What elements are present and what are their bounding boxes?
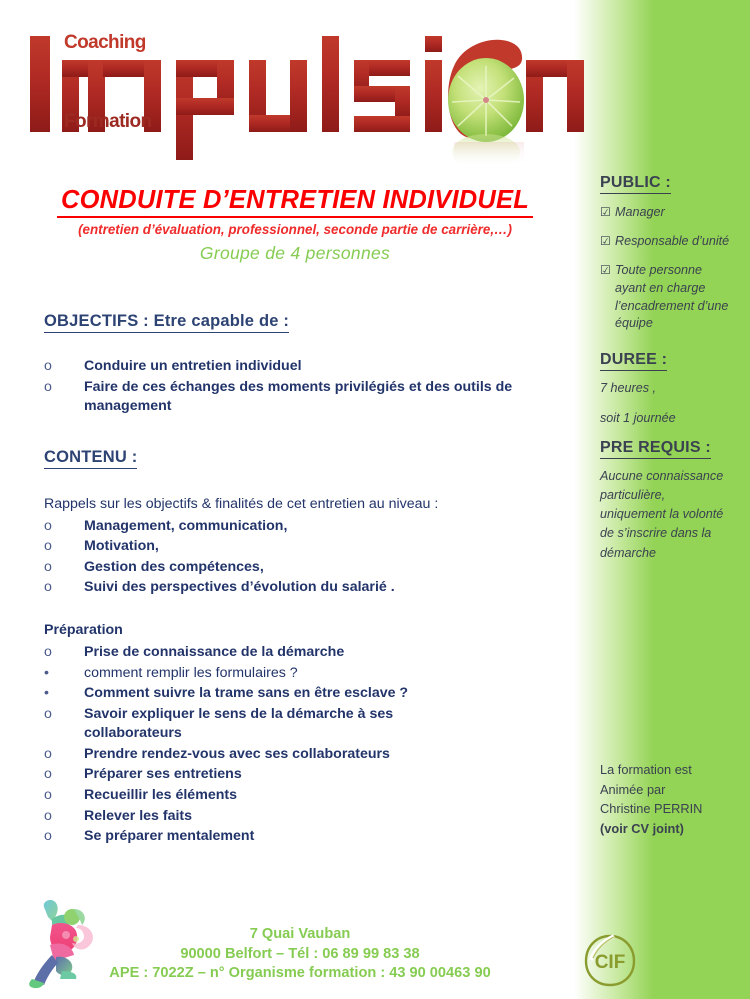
list-item-label: Préparer ses entretiens [84, 766, 242, 783]
contenu-heading: CONTENU : [44, 448, 137, 469]
public-item-label: Toute personne ayant en charge l’encadrement d’une équipe [615, 262, 729, 331]
cif-logo-icon [578, 928, 642, 992]
footer-registration: APE : 7022Z – n° Organisme formation : 43 90 00463 90 [109, 965, 491, 982]
logo-tagline-formation-text: Formation [64, 111, 152, 132]
bullet-circle-icon: o [44, 787, 52, 804]
trainer-line-2: Animée par [600, 781, 666, 797]
list-item-label: comment remplir les formulaires ? [84, 664, 298, 681]
bullet-dot-icon: • [44, 664, 49, 681]
list-item-label: Prise de connaissance de la démarche [84, 643, 345, 660]
list-item [44, 705, 574, 744]
page-subtitle: (entretien d’évaluation, professionnel, seconde partie de carrière,…) [78, 221, 512, 237]
list-item [44, 827, 574, 847]
list-item-label: Conduire un entretien individuel [84, 358, 302, 374]
list-item-label: Relever les faits [84, 807, 193, 824]
main-content [44, 312, 574, 848]
trainer-info [600, 760, 735, 838]
bullet-circle-icon: o [44, 828, 52, 845]
trainer-cv-note: (voir CV joint) [600, 820, 684, 836]
bullet-circle-icon: o [44, 558, 52, 575]
public-item-label: Responsable d’unité [615, 233, 730, 248]
bullet-circle-icon: o [44, 378, 52, 395]
trainer-name: Christine PERRIN [600, 801, 703, 817]
bullet-circle-icon: o [44, 745, 52, 762]
bullet-circle-icon: o [44, 517, 52, 534]
duree-line: soit 1 journée [600, 411, 676, 426]
public-item [600, 233, 732, 251]
bullet-dot-icon: • [44, 685, 49, 702]
list-item [44, 378, 574, 417]
bullet-circle-icon: o [44, 807, 52, 824]
checkbox-checked-icon: ☑ [600, 205, 611, 219]
list-item [44, 745, 574, 765]
logo-tagline-coaching [64, 32, 146, 54]
footer-contact [0, 925, 600, 984]
objectifs-list [44, 357, 574, 417]
contenu-intro: Rappels sur les objectifs & finalités de cet entretien au niveau : [44, 495, 439, 512]
footer-address: 7 Quai Vauban [249, 926, 351, 942]
duree-line: 7 heures , [600, 381, 657, 396]
list-item-label: Prendre rendez-vous avec ses collaborateurs [84, 745, 390, 762]
list-item [44, 786, 574, 806]
list-item-label: Motivation, [84, 538, 159, 555]
prerequis-text: Aucune connaissance particulière, uniquement la volonté de s’inscrire dans la démarche [600, 469, 724, 560]
checkbox-checked-icon: ☑ [600, 262, 611, 277]
list-item [44, 357, 574, 377]
bullet-circle-icon: o [44, 579, 52, 596]
prerequis-heading: PRE REQUIS : [600, 439, 711, 459]
bullet-circle-icon: o [44, 766, 52, 783]
company-logo [28, 22, 588, 167]
preparation-list [44, 643, 574, 847]
list-item [44, 684, 574, 704]
contenu-intro-list [44, 517, 574, 598]
checkbox-checked-icon: ☑ [600, 233, 611, 248]
bullet-circle-icon: o [44, 358, 52, 374]
preparation-heading: Préparation [44, 622, 123, 639]
bullet-circle-icon: o [44, 538, 52, 555]
prerequis-section [600, 439, 732, 563]
list-item-label: Management, communication, [84, 517, 288, 534]
trainer-line-1: La formation est [600, 762, 692, 777]
cif-logo-text: CIF [594, 952, 626, 973]
list-item [44, 558, 574, 578]
logo-tagline-formation [64, 111, 152, 133]
list-item [44, 578, 574, 598]
page-title: CONDUITE D’ENTRETIEN INDIVIDUEL [57, 186, 533, 218]
cif-logo [578, 928, 642, 992]
footer-city-phone: 90000 Belfort – Tél : 06 89 99 83 38 [180, 945, 420, 962]
public-heading: PUBLIC : [600, 174, 671, 194]
list-item [44, 537, 574, 557]
list-item-label: Recueillir les éléments [84, 787, 237, 804]
list-item-label: Gestion des compétences, [84, 558, 264, 575]
logo-tagline-coaching-text: Coaching [64, 32, 146, 53]
info-sidebar [600, 174, 732, 563]
list-item [44, 664, 574, 684]
list-item-label: Savoir expliquer le sens de la démarche à ses collaborateurs [84, 705, 394, 742]
list-item-label: Suivi des perspectives d’évolution du salarié . [84, 579, 395, 596]
list-item [44, 765, 574, 785]
duree-section [600, 351, 732, 428]
bullet-circle-icon: o [44, 643, 52, 660]
list-item [44, 807, 574, 827]
list-item [44, 517, 574, 537]
list-item-label: Comment suivre la trame sans en être esclave ? [84, 685, 409, 702]
bullet-circle-icon: o [44, 705, 52, 722]
list-item-label: Se préparer mentalement [84, 828, 255, 845]
title-block [0, 186, 590, 264]
public-item [600, 204, 732, 222]
public-item [600, 262, 732, 334]
list-item [44, 643, 574, 663]
public-item-label: Manager [615, 205, 665, 219]
objectifs-heading: OBJECTIFS : Etre capable de : [44, 312, 289, 333]
duree-heading: DUREE : [600, 351, 667, 371]
list-item-label: Faire de ces échanges des moments privilégiés et des outils de management [84, 378, 513, 415]
group-size-line: Groupe de 4 personnes [199, 242, 391, 263]
